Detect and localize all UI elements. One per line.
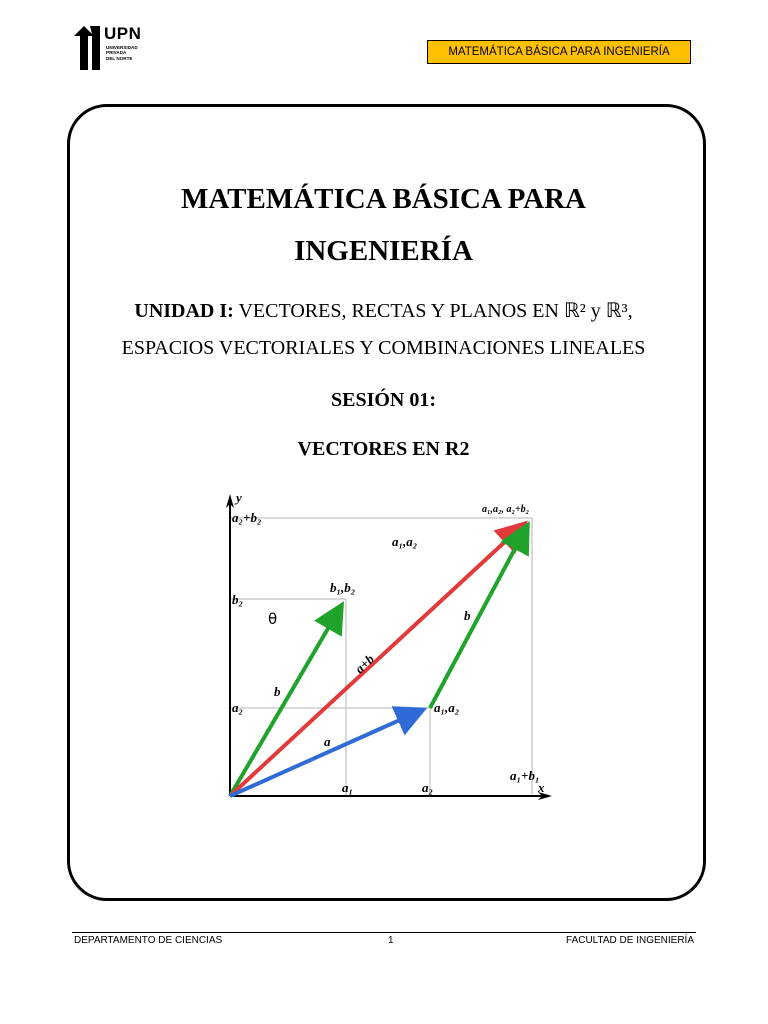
cover-title-line2: INGENIERÍA <box>294 235 473 267</box>
unit-text: VECTORES, RECTAS Y PLANOS EN ℝ² y ℝ³, <box>238 300 633 322</box>
label-vec-b-left: b <box>274 684 281 699</box>
label-a2b2-axis: a₂+b₂ <box>232 510 262 525</box>
label-vec-b-right: b <box>464 608 471 623</box>
session-title: VECTORES EN R2 <box>297 438 470 460</box>
session-label: SESIÓN 01: <box>330 389 437 411</box>
theta-label: θ <box>268 610 278 628</box>
footer-department: DEPARTAMENTO DE CIENCIAS <box>74 935 223 946</box>
footer-page-number: 1 <box>388 935 394 946</box>
vector-b-right <box>430 528 526 708</box>
label-vec-sum: a+b <box>351 651 377 677</box>
footer-faculty: FACULTAD DE INGENIERÍA <box>566 935 694 946</box>
label-a2-axis: a₂ <box>232 700 244 715</box>
label-b2-axis: b₂ <box>232 592 244 607</box>
label-a1b1-xaxis: a₁+b₁ <box>510 768 540 783</box>
footer-divider <box>72 932 696 933</box>
label-mid: a₁,a₂ <box>392 534 418 549</box>
cover-title-line1: MATEMÁTICA BÁSICA PARA <box>181 183 586 215</box>
label-a1-xaxis: a₁ <box>342 780 354 795</box>
label-a-point: a₁,a₂ <box>434 700 460 715</box>
axis-y-label: y <box>236 490 242 505</box>
course-badge: MATEMÁTICA BÁSICA PARA INGENIERÍA <box>427 40 691 64</box>
label-vec-a: a <box>324 734 331 749</box>
vector-addition-figure <box>210 484 560 814</box>
label-b-point: b₁,b₂ <box>330 580 356 595</box>
logo-subtext: UNIVERSIDAD PRIVADA DEL NORTE <box>106 45 138 61</box>
unit-text-line2: ESPACIOS VECTORIALES Y COMBINACIONES LINEALES <box>121 337 646 359</box>
label-a2-xaxis: a₂ <box>422 780 434 795</box>
unit-label: UNIDAD I: <box>134 300 234 322</box>
vector-a <box>230 711 420 796</box>
unit-heading <box>67 298 700 323</box>
axis-x-label: x <box>538 780 545 795</box>
logo-text: UPN <box>104 24 142 43</box>
vector-b-left <box>230 608 340 796</box>
vector-a-plus-b <box>230 526 522 796</box>
label-top-point: a₁,a₂, a₂+b₂ <box>482 504 530 515</box>
